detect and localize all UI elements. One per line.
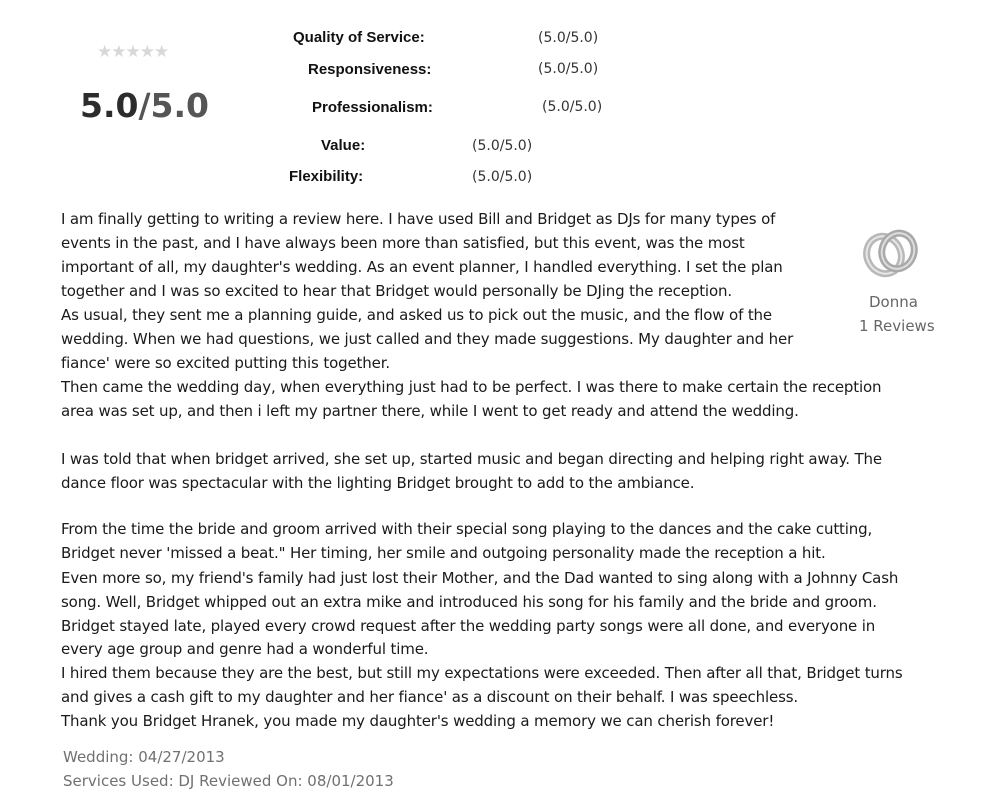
rating-value-responsiveness: (5.0/5.0) bbox=[538, 61, 599, 77]
review-line: Then came the wedding day, when everything just had to be perfect. I was there to make certain the reception bbox=[61, 378, 882, 396]
rating-label-responsiveness: Responsiveness: bbox=[308, 61, 432, 78]
review-line: area was set up, and then i left my partner there, while I went to get ready and attend the wedding. bbox=[61, 402, 799, 420]
review-line: From the time the bride and groom arrived with their special song playing to the dances and the cake cutting, bbox=[61, 520, 873, 538]
wedding-date: Wedding: 04/27/2013 bbox=[63, 748, 225, 766]
review-line: Bridget never 'missed a beat." Her timing, her smile and outgoing personality made the reception a hit. bbox=[61, 544, 826, 562]
rating-value-value: (5.0/5.0) bbox=[472, 138, 533, 154]
overall-score bbox=[80, 86, 209, 125]
review-line: song. Well, Bridget whipped out an extra mike and introduced his song for his family and the bride and groom. bbox=[61, 593, 877, 611]
review-line: events in the past, and I have always been more than satisfied, but this event, was the most bbox=[61, 234, 745, 252]
review-line: fiance' were so excited putting this together. bbox=[61, 354, 390, 372]
overall-score-value: 5.0 bbox=[80, 86, 139, 125]
review-line: wedding. When we had questions, we just called and they made suggestions. My daughter and her bbox=[61, 330, 794, 348]
review-line: together and I was so excited to hear that Bridget would personally be DJing the reception. bbox=[61, 282, 732, 300]
review-line: Bridget stayed late, played every crowd request after the wedding party songs were all done, and everyone in bbox=[61, 617, 876, 635]
review-line: Thank you Bridget Hranek, you made my daughter's wedding a memory we can cherish forever! bbox=[61, 712, 775, 730]
review-line: every age group and genre had a wonderful time. bbox=[61, 640, 429, 658]
review-line: I hired them because they are the best, but still my expectations were exceeded. Then after all that, Bridget turns bbox=[61, 664, 903, 682]
reviewer-review-count: 1 Reviews bbox=[859, 317, 935, 335]
review-line: Even more so, my friend's family had just lost their Mother, and the Dad wanted to sing along with a Johnny Cash bbox=[61, 569, 899, 587]
rating-label-flexibility: Flexibility: bbox=[289, 168, 364, 185]
rating-value-flexibility: (5.0/5.0) bbox=[472, 169, 533, 185]
review-line: I am finally getting to writing a review here. I have used Bill and Bridget as DJs for many types of bbox=[61, 210, 776, 228]
rating-label-quality: Quality of Service: bbox=[293, 29, 425, 46]
review-line: As usual, they sent me a planning guide, and asked us to pick out the music, and the flow of the bbox=[61, 306, 772, 324]
review-line: and gives a cash gift to my daughter and her fiance' as a discount on their behalf. I was speechless. bbox=[61, 688, 799, 706]
reviewer-name: Donna bbox=[869, 293, 918, 311]
rating-value-quality: (5.0/5.0) bbox=[538, 30, 599, 46]
rating-label-value: Value: bbox=[321, 137, 366, 154]
wedding-rings-icon bbox=[860, 221, 922, 283]
overall-score-separator: / bbox=[138, 86, 151, 125]
review-line: dance floor was spectacular with the lighting Bridget brought to add to the ambiance. bbox=[61, 474, 695, 492]
rating-label-professionalism: Professionalism: bbox=[312, 99, 433, 116]
five-star-icon: ★★★★★ bbox=[97, 42, 169, 62]
overall-score-max: 5.0 bbox=[150, 86, 209, 125]
rating-value-professionalism: (5.0/5.0) bbox=[542, 99, 603, 115]
review-line: I was told that when bridget arrived, she set up, started music and began directing and helping right away. The bbox=[61, 450, 882, 468]
review-line: important of all, my daughter's wedding. As an event planner, I handled everything. I set the plan bbox=[61, 258, 783, 276]
services-and-review-date: Services Used: DJ Reviewed On: 08/01/2013 bbox=[63, 772, 394, 790]
